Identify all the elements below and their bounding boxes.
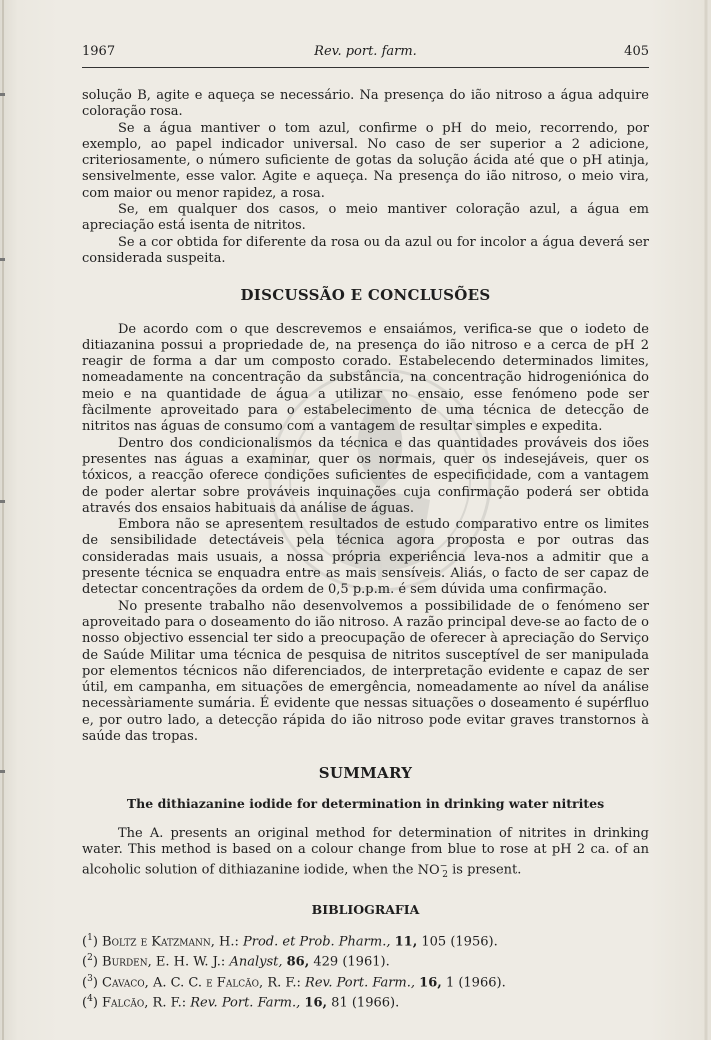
discussion-paragraph-3: Embora não se apresentem resultados de estudo comparativo entre os limites de sensibilidade detectáveis pela técnica agora proposta e por outras das consideradas mais usuais, a nossa própria experiência leva-nos a admitir que a presente técnica se enquadra entre as mais sensíveis. Aliás, o facto de ser capaz de detectar concentrações da ordem de 0,5 p.p.m. é sem dúvida uma confirmação. <box>82 517 649 598</box>
bibliography-heading: BIBLIOGRAFIA <box>311 901 420 917</box>
summary-text-before: The A. presents an original method for determination of nitrites in drinking water. This method is based on a colour change from blue to rose at pH 2 ca. of an alcoholic solution of dithiazanine iodide, when the <box>82 825 649 878</box>
paragraph-continuation: solução B, agite e aqueça se necessário. Na presença do ião nitroso a água adquire coloração rosa. <box>82 88 649 120</box>
paragraph-blue-result: Se, em qualquer dos casos, o meio mantiver coloração azul, a água em apreciação está isenta de nitritos. <box>82 202 649 234</box>
formula-subscript: 2 <box>442 870 448 881</box>
discussion-heading: DISCUSSÃO E CONCLUSÕES <box>240 286 491 305</box>
header-journal-title: Rev. port. farm. <box>314 44 417 59</box>
formula-superscript: − <box>439 861 448 872</box>
nitrite-formula: $NO^-_2$ <box>417 861 448 881</box>
summary-paragraph <box>82 826 649 884</box>
running-header <box>82 44 649 68</box>
reference-item: ($^1$) Boltz e Katzmann, H.: Prod. et Prob. Pharm., 11, 105 (1956). <box>82 932 498 950</box>
paragraph-ph-check: Se a água mantiver o tom azul, confirme o pH do meio, recorrendo, por exemplo, ao papel indicador universal. No caso de ser superior a 2 adicione, criteriosamente, o número suficiente de gotas da solução ácida até que o pH atinja, sensivelmente, esse valor. Agite e aqueça. Na presença do ião nitroso, o meio vira, com maior ou menor rapidez, a rosa. <box>82 120 649 201</box>
article-body <box>82 88 649 1011</box>
discussion-paragraph-2: Dentro dos condicionalismos da técnica e das quantidades prováveis dos iões presentes nas águas a examinar, quer os normais, quer os indesejáveis, quer os tóxicos, a reacção oferece condições suficientes de especificidade, com a vantagem de poder alertar sobre prováveis inquinações cuja confirmação poderá ser obtida através dos ensaios habituais da análise de águas. <box>82 435 649 516</box>
summary-heading: SUMMARY <box>318 764 413 783</box>
reference-item: ($^3$) Cavaco, A. C. C. e Falcão, R. F.: Rev. Port. Farm., 16, 1 (1966). <box>82 973 506 990</box>
paragraph-suspect-result: Se a cor obtida for diferente da rosa ou da azul ou for incolor a água deverá ser considerada suspeita. <box>82 234 649 266</box>
discussion-paragraph-1: De acordo com o que descrevemos e ensaiámos, verifica-se que o iodeto de ditiazanina possui a propriedade de, na presença do ião nitroso e a cerca de pH 2 reagir de forma a dar um composto corado. Estabelecendo determinados limites, nomeadamente na concentração da substância, na concentração hidrogeniónica do meio e na quantidade de água a utilizar no ensaio, esse fenómeno pode ser fàcilmente aproveitado para o estabelecimento de uma técnica de detecção de nitritos nas águas de consumo com a vantagem de resultar simples e expedita. <box>82 321 649 435</box>
header-rule <box>82 67 649 68</box>
discussion-paragraph-4: No presente trabalho não desenvolvemos a possibilidade de o fenómeno ser aproveitado para o doseamento do ião nitroso. A razão principal deve-se ao facto de o nosso objectivo essencial ter sido a preocupação de oferecer à apreciação do Serviço de Saúde Militar uma técnica de pesquisa de nitritos susceptível de ser manipulada por elementos técnicos não diferenciados, de interpretação evidente e capaz de ser útil, em campanha, em situações de emergência, nomeadamente ao nível da análise necessàriamente sumária. É evidente que nessas situações o doseamento é supérfluo e, por outro lado, a detecção rápida do ião nitroso pode evitar graves transtornos à saúde das tropas. <box>82 598 649 744</box>
reference-item: ($^2$) Burden, E. H. W. J.: Analyst, 86, 429 (1961). <box>82 953 390 970</box>
header-page-number: 405 <box>624 44 649 59</box>
summary-subtitle: The dithiazanine iodide for determination in drinking water nitrites <box>126 795 605 811</box>
summary-text-after: is present. <box>447 862 522 878</box>
reference-list <box>82 930 649 1011</box>
reference-item: ($^4$) Falcão, R. F.: Rev. Port. Farm., 16, 81 (1966). <box>82 993 400 1011</box>
header-year: 1967 <box>82 44 116 59</box>
